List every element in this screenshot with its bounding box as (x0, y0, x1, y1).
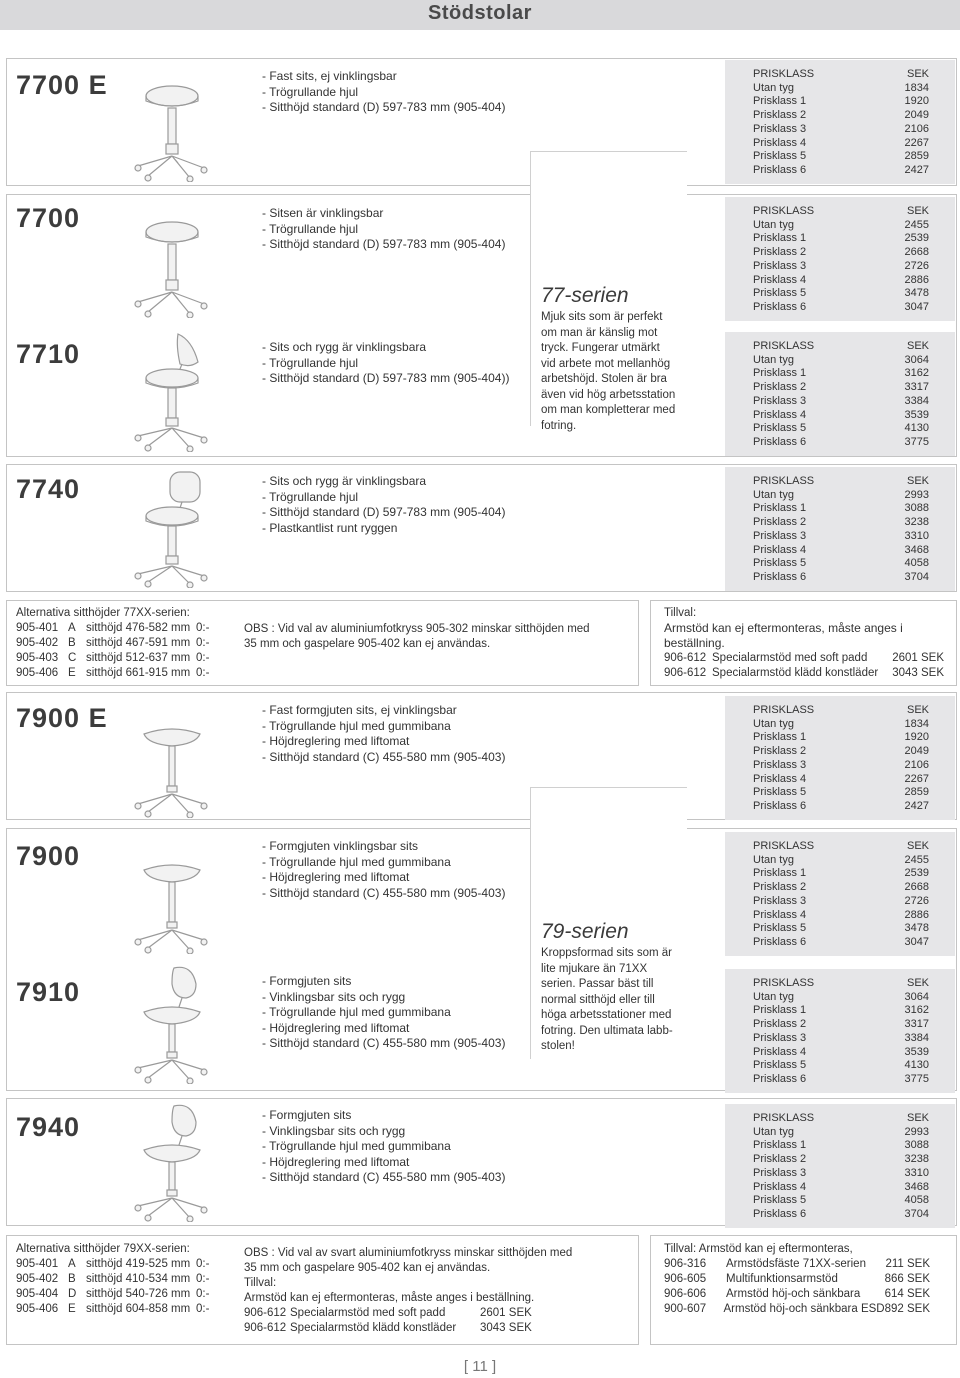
price-row: Prisklass 3 3384 (753, 394, 929, 407)
price-row: Utan tyg 2993 (753, 1125, 929, 1138)
price-row: Utan tyg 2455 (753, 853, 929, 866)
price-row: Prisklass 2 3238 (753, 1153, 929, 1166)
model-code: 7900 E (16, 703, 108, 733)
feature-list: - Formgjuten vinklingsbar sits - Trögrullande hjul med gummibana - Höjdreglering med liftomat - Sitthöjd standard (C) 455-580 mm (905-403) (262, 839, 506, 900)
price-row: Prisklass 6 3047 (753, 935, 929, 948)
price-table (725, 332, 955, 456)
series-79-text: Kroppsformad sits som är lite mjukare än 71XX serien. Passar bäst till normal sitthöjd eller till höga arbetsstationer med fotring. Den ultimata labb-stolen! (541, 947, 673, 1052)
price-row: Utan tyg 1834 (753, 81, 929, 94)
price-row: Prisklass 1 3088 (753, 1139, 929, 1152)
price-row: Prisklass 1 3162 (753, 367, 929, 380)
price-row: Prisklass 3 2106 (753, 758, 929, 771)
feature-list: - Formgjuten sits - Vinklingsbar sits och rygg - Trögrullande hjul med gummibana - Höjdreglering med liftomat - Sitthöjd standard (C) 455-580 mm (905-403) (262, 974, 506, 1050)
price-row: Prisklass 4 2267 (753, 136, 929, 149)
price-row: Prisklass 6 2427 (753, 799, 929, 812)
feature-list: - Fast formgjuten sits, ej vinklingsbar - Trögrullande hjul med gummibana - Höjdreglering med liftomat - Sitthöjd standard (C) 455-580 mm (905-403) (262, 703, 506, 764)
model-code: 7940 (16, 1112, 81, 1142)
price-row: Utan tyg 2993 (753, 488, 929, 501)
price-row: Prisklass 1 2539 (753, 867, 929, 880)
stool-illustration (130, 700, 210, 818)
feature-list: - Sitsen är vinklingsbar - Trögrullande hjul - Sitthöjd standard (D) 597-783 mm (905-404) (262, 206, 506, 251)
stool-illustration (130, 64, 210, 182)
price-row: Utan tyg 1834 (753, 717, 929, 730)
alt-heights-title: Alternativa sitthöjder 77XX-serien: (16, 607, 190, 619)
feature-list: - Sits och rygg är vinklingsbara - Trögrullande hjul - Sitthöjd standard (D) 597-783 mm (905-404) - Plastkantlist runt ryggen (262, 474, 506, 535)
price-table-header: PRISKLASS SEK (753, 977, 929, 989)
model-code: 7910 (16, 977, 81, 1007)
price-row: Prisklass 3 3310 (753, 529, 929, 542)
price-row: Prisklass 5 3478 (753, 922, 929, 935)
stool-illustration (130, 836, 210, 954)
price-table (725, 832, 955, 956)
price-row: Prisklass 1 1920 (753, 731, 929, 744)
price-row: Prisklass 1 3088 (753, 502, 929, 515)
chair-with-back-illustration (130, 330, 210, 452)
price-row: Prisklass 3 2106 (753, 122, 929, 135)
price-row: Prisklass 3 2726 (753, 894, 929, 907)
stool-illustration (130, 200, 210, 318)
alt-heights-79: Alternativa sitthöjder 79XX-serien: 905-401 A sitthöjd 419-525 mm 0:- 905-402 B sitthöjd 410-534 mm 0:- 905-404 D sitthöjd 540-726 mm 0:- 905-406 E sitthöjd 604-858 mm 0:- (16, 1242, 226, 1317)
price-row: Prisklass 5 4130 (753, 1059, 929, 1072)
model-code: 7740 (16, 474, 81, 504)
feature-list: - Formgjuten sits - Vinklingsbar sits och rygg - Trögrullande hjul med gummibana - Höjdreglering med liftomat - Sitthöjd standard (C) 455-580 mm (905-403) (262, 1108, 506, 1184)
price-table (725, 696, 955, 820)
chair-with-back-illustration (130, 962, 210, 1084)
tillval-79: Tillval: Armstöd kan ej eftermonteras, 906-316 Armstödsfäste 71XX-serien 211 SEK 906-605 Multifunktionsarmstöd 866 SEK 906-606 Armstöd höj-och sänkbara 614 SEK 900-607 Armstöd höj-och sänkbara ESD 892 SEK (664, 1243, 930, 1315)
price-row: Prisklass 2 3238 (753, 516, 929, 529)
price-row: Prisklass 4 3468 (753, 543, 929, 556)
price-table-header: PRISKLASS SEK (753, 840, 929, 852)
model-code: 7700 (16, 203, 81, 233)
price-table (725, 467, 955, 591)
price-row: Prisklass 1 3162 (753, 1004, 929, 1017)
price-table-header: PRISKLASS SEK (753, 475, 929, 487)
price-row: Prisklass 5 4058 (753, 1194, 929, 1207)
price-row: Prisklass 6 3704 (753, 1207, 929, 1220)
price-row: Prisklass 2 2668 (753, 246, 929, 259)
price-row: Prisklass 4 3539 (753, 408, 929, 421)
price-table-header: PRISKLASS SEK (753, 205, 929, 217)
alt-heights-title: Alternativa sitthöjder 79XX-serien: (16, 1243, 190, 1255)
price-row: Prisklass 2 2668 (753, 881, 929, 894)
price-row: Prisklass 6 3047 (753, 300, 929, 313)
chair-with-back-illustration (130, 1100, 210, 1222)
price-table (725, 969, 955, 1093)
price-row: Prisklass 2 3317 (753, 1018, 929, 1031)
price-row: Prisklass 3 3384 (753, 1031, 929, 1044)
price-row: Prisklass 4 2886 (753, 273, 929, 286)
price-row: Prisklass 6 2427 (753, 163, 929, 176)
price-row: Utan tyg 3064 (753, 990, 929, 1003)
obs-note-79: OBS : Vid val av svart aluminiumfotkryss minskar sitthöjden med 35 mm och gaspelare 905-402 kan ej användas. Tillval: Armstöd kan ej eftermonteras, måste anges i beställning. 906-612 Specialarmstöd med soft padd 2601 SEK 906-612 Specialarmstöd klädd konstläder 3043 SEK (244, 1247, 573, 1334)
title-bar (0, 0, 960, 30)
price-row: Utan tyg 3064 (753, 353, 929, 366)
price-table-header: PRISKLASS SEK (753, 704, 929, 716)
price-row: Prisklass 5 4130 (753, 422, 929, 435)
price-table-header: PRISKLASS SEK (753, 340, 929, 352)
price-row: Prisklass 4 2886 (753, 908, 929, 921)
price-row: Prisklass 3 2726 (753, 259, 929, 272)
series-77-title: 77-serien (541, 284, 629, 307)
price-row: Prisklass 5 3478 (753, 287, 929, 300)
feature-list: - Sits och rygg är vinklingsbara - Trögrullande hjul - Sitthöjd standard (D) 597-783 mm (905-404)) (262, 340, 510, 385)
price-row: Prisklass 4 3468 (753, 1180, 929, 1193)
series-79-info (530, 787, 687, 1059)
price-row: Prisklass 4 2267 (753, 772, 929, 785)
price-table-header: PRISKLASS SEK (753, 68, 929, 80)
price-row: Prisklass 5 2859 (753, 150, 929, 163)
model-code: 7900 (16, 841, 81, 871)
obs-note-77: OBS : Vid val av aluminiumfotkryss 905-302 minskar sitthöjden med 35 mm och gaspelare 905-402 kan ej användas. (244, 623, 590, 650)
model-code: 7710 (16, 339, 81, 369)
price-row: Prisklass 5 4058 (753, 557, 929, 570)
model-code: 7700 E (16, 70, 108, 100)
chair-with-back-illustration (130, 468, 210, 588)
price-row: Prisklass 6 3775 (753, 435, 929, 448)
series-77-text: Mjuk sits som är perfekt om man är känslig mot tryck. Fungerar utmärkt vid arbete mot mellanhög arbetshöjd. Stolen är bra även vid hög arbetsstation om man kompletterar med fotring. (541, 311, 676, 432)
price-row: Prisklass 4 3539 (753, 1045, 929, 1058)
price-row: Prisklass 1 1920 (753, 95, 929, 108)
price-row: Prisklass 2 2049 (753, 745, 929, 758)
price-table-header: PRISKLASS SEK (753, 1112, 929, 1124)
price-row: Prisklass 2 2049 (753, 109, 929, 122)
series-79-title: 79-serien (541, 920, 629, 943)
price-table (725, 60, 955, 184)
price-row: Prisklass 6 3704 (753, 570, 929, 583)
price-table (725, 1104, 955, 1228)
price-row: Utan tyg 2455 (753, 218, 929, 231)
feature-list: - Fast sits, ej vinklingsbar - Trögrullande hjul - Sitthöjd standard (D) 597-783 mm (905-404) (262, 69, 506, 114)
tillval-77: Tillval: Armstöd kan ej eftermonteras, måste anges i beställning. 906-612 Specialarmstöd med soft padd 2601 SEK 906-612 Specialarmstöd klädd konstläder 3043 SEK (664, 607, 944, 679)
alt-heights-77: Alternativa sitthöjder 77XX-serien: 905-401 A sitthöjd 476-582 mm 0:- 905-402 B sitthöjd 467-591 mm 0:- 905-403 C sitthöjd 512-637 mm 0:- 905-406 E sitthöjd 661-915 mm 0:- (16, 606, 226, 681)
page-title: Stödstolar (428, 2, 532, 24)
price-row: Prisklass 6 3775 (753, 1072, 929, 1085)
price-row: Prisklass 5 2859 (753, 786, 929, 799)
price-table (725, 197, 955, 321)
series-77-info (530, 151, 687, 432)
price-row: Prisklass 1 2539 (753, 232, 929, 245)
price-row: Prisklass 2 3317 (753, 381, 929, 394)
price-row: Prisklass 3 3310 (753, 1166, 929, 1179)
page-number: [ 11 ] (463, 1358, 497, 1375)
